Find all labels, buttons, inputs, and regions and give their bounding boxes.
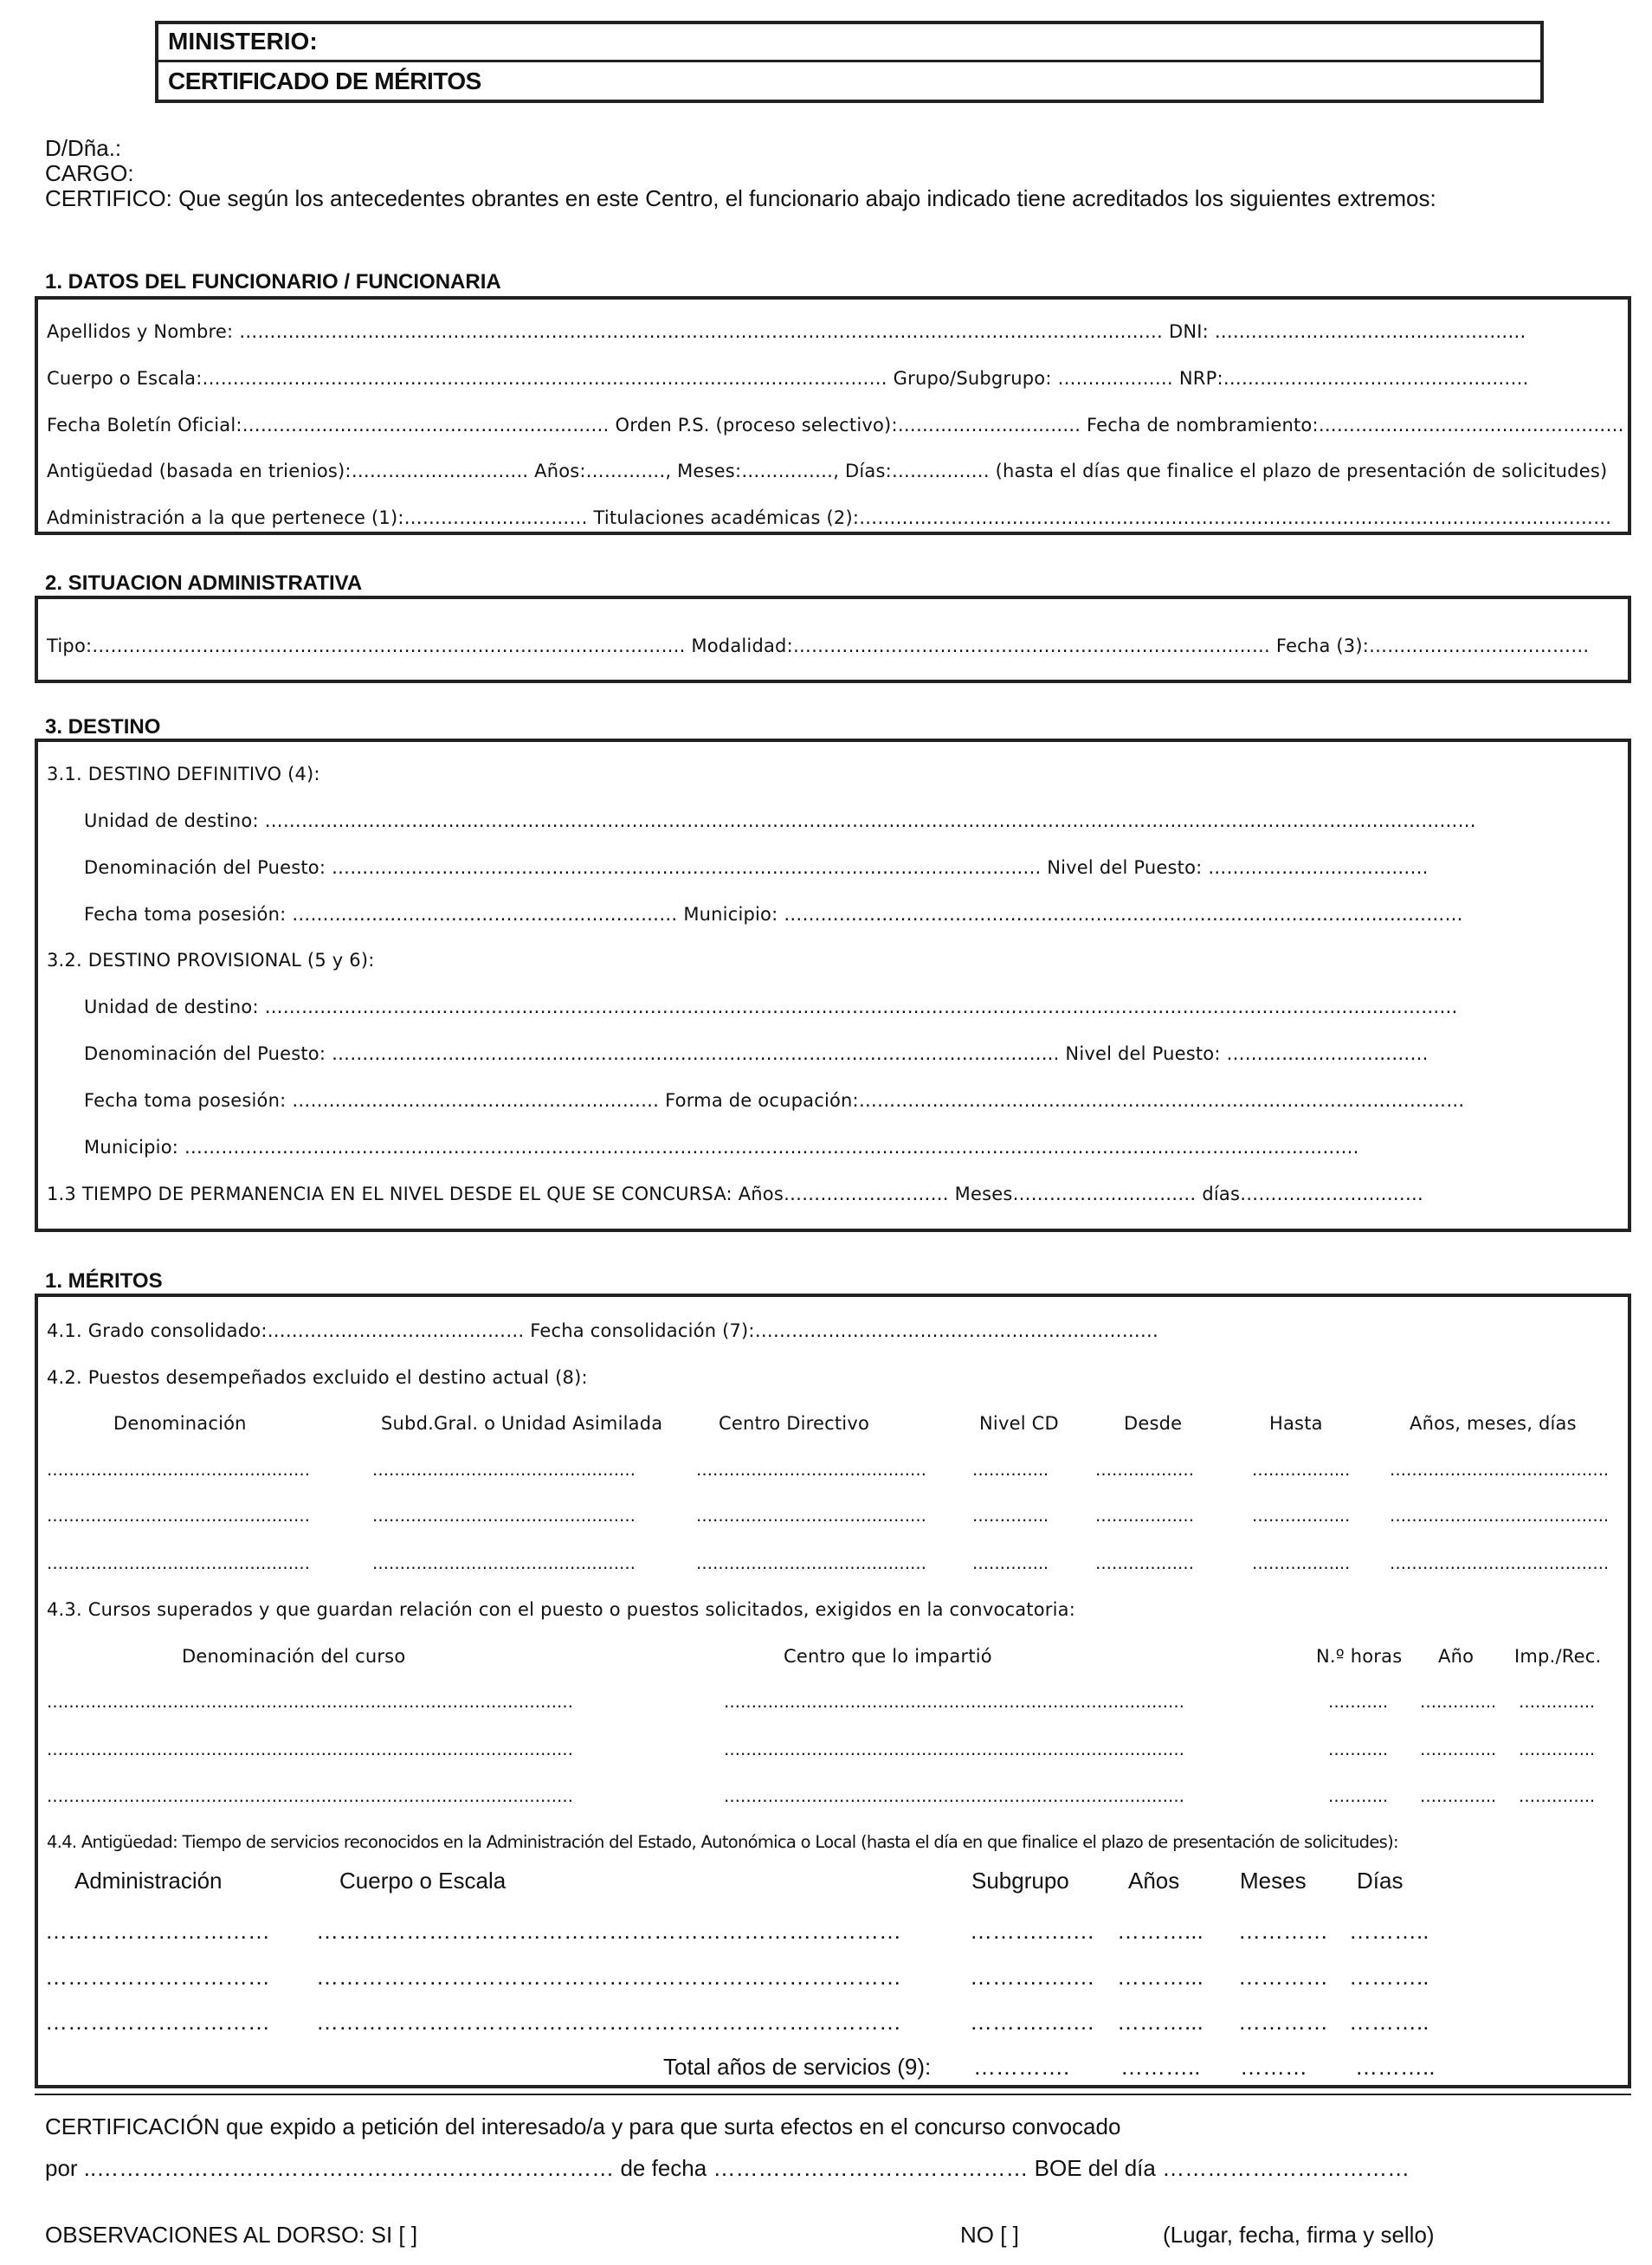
footer-certificacion: CERTIFICACIÓN que expido a petición del interesado/a y para que surta efectos en el concurso convocado [45,2113,1121,2139]
t44-cell: ……….….… [970,1964,1095,1990]
t44-cell: ……….….… [970,1918,1095,1944]
footer-observaciones: OBSERVACIONES AL DORSO: SI [ ] [45,2222,418,2248]
t42-cell: ………………………………………… [372,1461,636,1480]
t43-col-ano: Año [1438,1646,1475,1667]
t42-cell: …………………………………… [696,1554,926,1573]
t42-col-subd: Subd.Gral. o Unidad Asimilada [381,1413,663,1434]
section-4-inner-divider [35,2094,1631,2095]
t44-cell: …………………………………………………………………… [316,2009,901,2035]
t44-cell: ……….….… [970,2009,1095,2035]
t44-cell: ………………………… [45,1964,270,1990]
header-divider [155,60,1544,62]
s3-prov-fecha: Fecha toma posesión: …………………………………………………… Forma de ocupación:……………………………………………………………………………………… [84,1090,1465,1111]
s1-row-antiguedad: Antigüedad (basada en trienios):……………………….. Años:…………., Meses:……………, Días:……………. (hasta el días que finalice el plazo de presentación de solicitudes) [47,461,1608,481]
t42-cell: ……………… [1095,1461,1194,1480]
s3-prov-municipio: Municipio: ………………………………………………………………………………………………………………………………………………………………………… [84,1137,1359,1158]
t44-total-label: Total años de servicios (9): [663,2054,932,2080]
s1-row-apellidos: Apellidos y Nombre: …………………………………………………………………………………………………………………………….……… DNI: …..……………………………….……… [47,321,1526,342]
t42-cell: ………….. [972,1461,1049,1480]
intro-cargo: CARGO: [45,160,134,186]
t42-cell: ………………………………………… [47,1507,310,1526]
section-3-title: 3. DESTINO [45,715,161,739]
t44-col-anos: Años [1128,1868,1180,1894]
s4-cursos-heading: 4.3. Cursos superados y que guardan relación con el puesto o puestos solicitados, exigidos en la convocatoria: [47,1599,1076,1620]
t42-cell: ………….. [972,1507,1049,1526]
footer-no: NO [ ] [960,2222,1019,2248]
s3-destino-provisional-heading: 3.2. DESTINO PROVISIONAL (5 y 6): [47,950,375,971]
t44-total-extra: ……….. [1355,2054,1436,2080]
t44-cell: ………………………… [45,1918,270,1944]
t43-col-imp: Imp./Rec. [1514,1646,1602,1667]
t42-cell: …………………………………. [1390,1461,1610,1480]
t43-cell: …………………………………………………………………………………… [47,1740,573,1759]
t44-cell: ……….. [1349,1964,1429,1990]
t43-cell: ………….. [1519,1740,1596,1759]
t43-col-centro: Centro que lo impartió [784,1646,992,1667]
t42-cell: ………………………………………… [47,1461,310,1480]
t42-cell: ………………………………………… [372,1554,636,1573]
footer-signature: (Lugar, fecha, firma y sello) [1163,2222,1435,2248]
t44-cell: ………………………… [45,2009,270,2035]
t44-col-administracion: Administración [74,1868,223,1894]
t44-cell: ………… [1238,2009,1328,2035]
s2-row-tipo: Tipo:……………………………………………………………………………………. Modalidad:…………………………………………………………………… Fecha (3):……………………………… [47,636,1590,656]
t44-col-dias: Días [1357,1868,1404,1894]
t42-cell: ………………………………………… [47,1554,310,1573]
t44-cell: ………... [1117,1918,1204,1944]
s4-antiguedad-heading: 4.4. Antigüedad: Tiempo de servicios reconocidos en la Administración del Estado, Autonómica o Local (hasta el día en que finalice el plazo de presentación de solicitudes): [47,1832,1398,1852]
t42-col-denominacion: Denominación [113,1413,247,1434]
t43-cell: ………………………………………………………………………… [724,1787,1184,1806]
section-1-title: 1. DATOS DEL FUNCIONARIO / FUNCIONARIA [45,270,501,294]
t42-cell: ……………… [1095,1554,1194,1573]
s4-grado: 4.1. Grado consolidado:…………………………………… Fecha consolidación (7):………………………………………………………… [47,1320,1159,1341]
t43-cell: ………….. [1519,1787,1596,1806]
s3-def-fecha: Fecha toma posesión: ……………………………………………………… Municipio: ………………………………………………………………………………………………… [84,904,1463,925]
t44-col-meses: Meses [1240,1868,1307,1894]
section-2-title: 2. SITUACION ADMINISTRATIVA [45,571,363,595]
t44-col-subgrupo: Subgrupo [971,1868,1069,1894]
intro-certifico: CERTIFICO: Que según los antecedentes obrantes en este Centro, el funcionario abajo indicado tiene acreditados los siguientes extremos: [45,185,1436,211]
t42-col-nivel: Nivel CD [979,1413,1059,1434]
t44-total-meses: ……….. [1120,2054,1201,2080]
t43-cell: …………………………………………………………………………………… [47,1787,573,1806]
t44-total-dias: ……… [1240,2054,1307,2080]
t43-col-denominacion: Denominación del curso [182,1646,406,1667]
t44-col-cuerpo: Cuerpo o Escala [339,1868,507,1894]
t43-cell: …………………………………………………………………………………… [47,1693,573,1712]
t42-col-hasta: Hasta [1269,1413,1323,1434]
t43-cell: ………….. [1420,1693,1497,1712]
t42-cell: ………….. [972,1554,1049,1573]
t44-cell: …………………………………………………………………… [316,1964,901,1990]
intro-dna: D/Dña.: [45,135,122,161]
section-4-title: 1. MÉRITOS [45,1269,163,1293]
t44-cell: …………………………………………………………………… [316,1918,901,1944]
t42-col-anos: Años, meses, días [1410,1413,1577,1434]
t43-cell: ……….. [1328,1693,1389,1712]
s3-def-denominacion: Denominación del Puesto: …………………………………………………………………………………………………….. Nivel del Puesto: ……………………………… [84,857,1429,878]
t42-cell: …………………………………… [696,1461,926,1480]
t43-cell: ………….. [1420,1787,1497,1806]
t43-cell: ………………………………………………………………………… [724,1740,1184,1759]
s3-tiempo-permanencia: 1.3 TIEMPO DE PERMANENCIA EN EL NIVEL DESDE EL QUE SE CONCURSA: Años……………………… Meses………………………… días………………………… [47,1184,1424,1204]
t44-total-anos: …………. [973,2054,1070,2080]
t44-cell: ………... [1117,2009,1204,2035]
s1-row-fecha-boletin: Fecha Boletín Oficial:…………………………………………………… Orden P.S. (proceso selectivo):……………….……….. Fecha de nombramiento:………………………….………….…… [47,415,1624,436]
t44-cell: ………… [1238,1918,1328,1944]
t43-cell: ……….. [1328,1740,1389,1759]
t42-cell: …………………………………… [696,1507,926,1526]
s3-destino-definitivo-heading: 3.1. DESTINO DEFINITIVO (4): [47,764,320,784]
t43-cell: ………………………………………………………………………… [724,1693,1184,1712]
t42-cell: ………………………………………… [372,1507,636,1526]
t43-col-horas: N.º horas [1316,1646,1403,1667]
t44-cell: ……….. [1349,1918,1429,1944]
t42-cell: ……………... [1252,1507,1351,1526]
ministerio-label: MINISTERIO: [168,28,318,55]
t42-cell: …………………………………. [1390,1507,1610,1526]
s4-puestos-heading: 4.2. Puestos desempeñados excluido el destino actual (8): [47,1367,588,1388]
t42-col-desde: Desde [1124,1413,1183,1434]
t44-cell: ………… [1238,1964,1328,1990]
s3-prov-denominacion: Denominación del Puesto: ……………………………………………………………………………………………………….. Nivel del Puesto: …………………………… [84,1043,1429,1064]
t44-cell: ……….. [1349,2009,1429,2035]
footer-por: por ..…………………………………………………………… de fecha …………………………………… BOE del día …………………………… [45,2155,1410,2181]
t42-cell: …………………………………. [1390,1554,1610,1573]
document-title: CERTIFICADO DE MÉRITOS [168,68,481,94]
t42-cell: ……………... [1252,1461,1351,1480]
t43-cell: ……….. [1328,1787,1389,1806]
s1-row-cuerpo: Cuerpo o Escala:………………………………………………………………………….……………………… Grupo/Subgrupo: …..…..……… NRP:……………………….…………….…… [47,368,1529,389]
t42-cell: ……………… [1095,1507,1194,1526]
s3-prov-unidad: Unidad de destino: …………………………………………………………………………………………………………………………………………………………………………… [84,997,1458,1017]
t43-cell: ………….. [1420,1740,1497,1759]
t42-col-centro: Centro Directivo [719,1413,870,1434]
t42-cell: ……………... [1252,1554,1351,1573]
s3-def-unidad: Unidad de destino: ……………………………………………………………………………………………………………………………………………………………………………… [84,810,1476,831]
t43-cell: ………….. [1519,1693,1596,1712]
s1-row-administracion: Administración a la que pertenece (1):………………………… Titulaciones académicas (2):…………………………………………………………………………………………………………… [47,507,1612,528]
t44-cell: ………... [1117,1964,1204,1990]
